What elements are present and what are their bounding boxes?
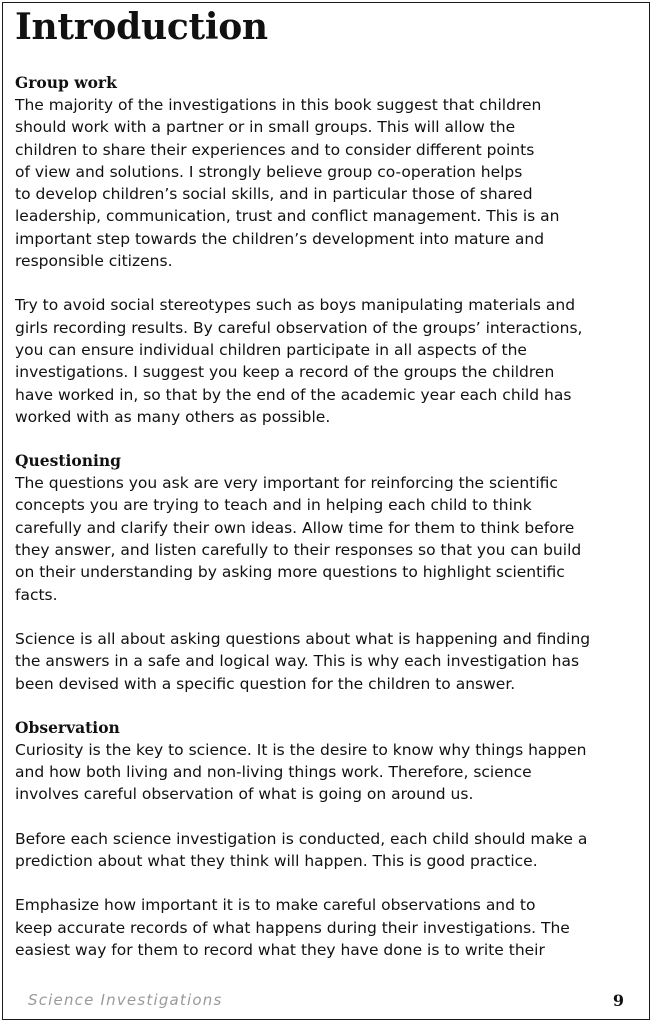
footer-page-number: 9 [612, 991, 624, 1010]
page-title: Introduction [15, 6, 268, 48]
section-heading-observation: Observation [15, 717, 120, 737]
page-content [15, 0, 643, 961]
section-questioning [15, 450, 643, 695]
observation-paragraph-1: Curiosity is the key to science. It is the desire to know why things happen and how both living and non-living things work. Therefore, science involves careful observation of what is going on around us. [15, 740, 587, 804]
section-heading-group-work: Group work [15, 73, 117, 92]
observation-paragraph-2: Before each science investigation is conducted, each child should make a prediction about what they think will happen. This is good practice. [15, 829, 588, 871]
footer-book-title: Science Investigations [28, 991, 223, 1009]
observation-paragraph-3: Emphasize how important it is to make careful observations and to keep accurate records of what happens during their investigations. The easiest way for them to record what they have done is to write their [15, 896, 570, 959]
questioning-paragraph-2: Science is all about asking questions about what is happening and finding the answers in a safe and logical way. This is why each investigation has been devised with a specific question for the children to answer. [15, 629, 591, 693]
section-observation [15, 717, 643, 961]
questioning-paragraph-1: The questions you ask are very important for reinforcing the scientific concepts you are trying to teach and in helping each child to think carefully and clarify their own ideas. Allow time for them to think before they answer, and listen carefully to their responses so that you can build on their understanding by asking more questions to highlight scientific facts. [15, 474, 582, 604]
group-work-paragraph-1: The majority of the investigations in this book suggest that children should work with a partner or in small groups. This will allow the children to share their experiences and to consider different points of view and solutions. I strongly believe group co-operation helps to develop children’s social skills, and in particular those of shared leadership, communication, trust and conflict management. This is an important step towards the children’s development into mature and responsible citizens. [15, 96, 560, 271]
group-work-paragraph-2: Try to avoid social stereotypes such as boys manipulating materials and girls recording results. By careful observation of the groups’ interactions, you can ensure individual children participate in all aspects of the investigations. I suggest you keep a record of the groups the children have worked in, so that by the end of the academic year each child has worked with as many others as possible. [15, 296, 583, 426]
section-heading-questioning: Questioning [15, 451, 122, 471]
section-group-work [15, 72, 643, 428]
